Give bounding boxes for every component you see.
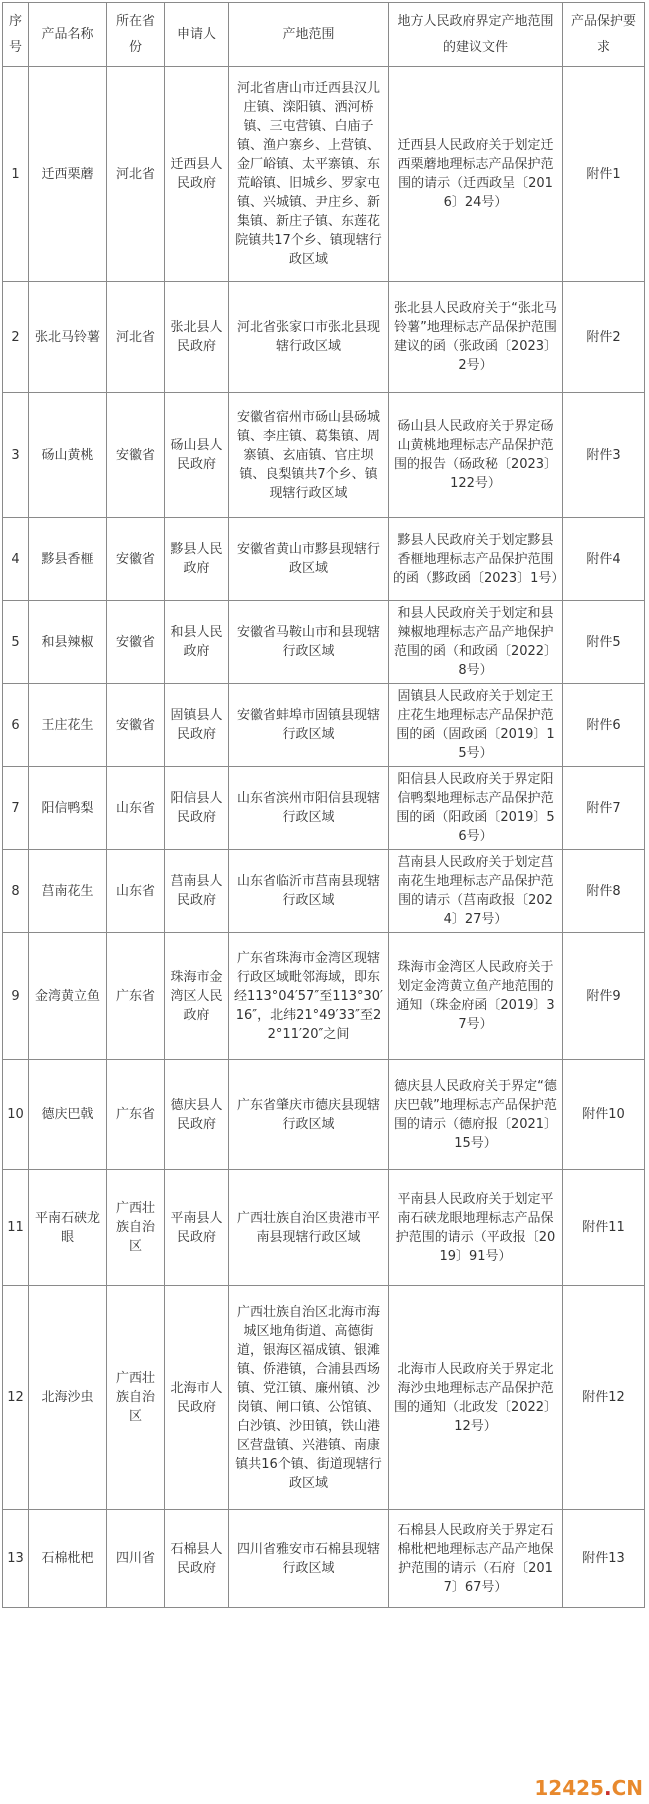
cell-no: 13	[3, 1510, 29, 1608]
cell-applicant: 砀山县人民政府	[165, 393, 229, 518]
cell-scope: 安徽省黄山市黟县现辖行政区域	[229, 518, 389, 601]
cell-product-name: 砀山黄桃	[29, 393, 107, 518]
header-doc: 地方人民政府界定产地范围的建议文件	[389, 3, 563, 67]
cell-scope: 广东省肇庆市德庆县现辖行政区域	[229, 1060, 389, 1170]
cell-no: 4	[3, 518, 29, 601]
cell-product-name: 平南石硖龙眼	[29, 1170, 107, 1286]
cell-applicant: 莒南县人民政府	[165, 850, 229, 933]
cell-product-name: 阳信鸭梨	[29, 767, 107, 850]
cell-province: 山东省	[107, 767, 165, 850]
cell-requirement-link[interactable]: 附件7	[563, 767, 645, 850]
cell-no: 1	[3, 67, 29, 282]
header-applicant: 申请人	[165, 3, 229, 67]
cell-applicant: 平南县人民政府	[165, 1170, 229, 1286]
cell-doc: 北海市人民政府关于界定北海沙虫地理标志产品保护范围的通知（北政发〔2022〕12号）	[389, 1286, 563, 1510]
cell-doc: 砀山县人民政府关于界定砀山黄桃地理标志产品保护范围的报告（砀政秘〔2023〕122号）	[389, 393, 563, 518]
cell-province: 河北省	[107, 67, 165, 282]
cell-requirement-link[interactable]: 附件8	[563, 850, 645, 933]
geo-indication-table	[2, 2, 645, 1608]
cell-doc: 迁西县人民政府关于划定迁西栗蘑地理标志产品保护范围的请示（迁西政呈〔2016〕24号）	[389, 67, 563, 282]
table-row	[3, 1286, 645, 1510]
cell-province: 广东省	[107, 933, 165, 1060]
cell-product-name: 莒南花生	[29, 850, 107, 933]
table-row	[3, 1170, 645, 1286]
cell-doc: 阳信县人民政府关于界定阳信鸭梨地理标志产品保护范围的函（阳政函〔2019〕56号）	[389, 767, 563, 850]
cell-doc: 张北县人民政府关于“张北马铃薯”地理标志产品保护范围建议的函（张政函〔2023〕2号）	[389, 282, 563, 393]
cell-doc: 德庆县人民政府关于界定“德庆巴戟”地理标志产品保护范围的请示（德府报〔2021〕15号）	[389, 1060, 563, 1170]
cell-scope: 广西壮族自治区北海市海城区地角街道、高德街道，银海区福成镇、银滩镇、侨港镇，合浦县西场镇、党江镇、廉州镇、沙岗镇、闸口镇、公馆镇、白沙镇、沙田镇，铁山港区营盘镇、兴港镇、南康镇共16个镇、街道现辖行政区域	[229, 1286, 389, 1510]
cell-province: 安徽省	[107, 601, 165, 684]
cell-province: 山东省	[107, 850, 165, 933]
cell-requirement-link[interactable]: 附件11	[563, 1170, 645, 1286]
cell-requirement-link[interactable]: 附件3	[563, 393, 645, 518]
cell-doc: 石棉县人民政府关于界定石棉枇杷地理标志产品产地保护范围的请示（石府〔2017〕67号）	[389, 1510, 563, 1608]
cell-applicant: 张北县人民政府	[165, 282, 229, 393]
cell-scope: 广东省珠海市金湾区现辖行政区域毗邻海域，即东经113°04′57″至113°30′16″，北纬21°49′33″至22°11′20″之间	[229, 933, 389, 1060]
cell-no: 10	[3, 1060, 29, 1170]
cell-scope: 安徽省蚌埠市固镇县现辖行政区域	[229, 684, 389, 767]
header-requirement: 产品保护要求	[563, 3, 645, 67]
cell-no: 8	[3, 850, 29, 933]
cell-scope: 河北省唐山市迁西县汉儿庄镇、滦阳镇、洒河桥镇、三屯营镇、白庙子镇、渔户寨乡、上营镇、金厂峪镇、太平寨镇、东荒峪镇、旧城乡、罗家屯镇、兴城镇、尹庄乡、新集镇、新庄子镇、东莲花院镇共17个乡、镇现辖行政区域	[229, 67, 389, 282]
cell-doc: 莒南县人民政府关于划定莒南花生地理标志产品保护范围的请示（莒南政报〔2024〕27号）	[389, 850, 563, 933]
cell-scope: 山东省滨州市阳信县现辖行政区域	[229, 767, 389, 850]
cell-doc: 珠海市金湾区人民政府关于划定金湾黄立鱼产地范围的通知（珠金府函〔2019〕37号）	[389, 933, 563, 1060]
table-row	[3, 601, 645, 684]
cell-no: 11	[3, 1170, 29, 1286]
cell-no: 2	[3, 282, 29, 393]
table-row	[3, 850, 645, 933]
watermark-main: 12425	[534, 1776, 604, 1800]
cell-province: 广西壮族自治区	[107, 1170, 165, 1286]
cell-no: 5	[3, 601, 29, 684]
cell-no: 12	[3, 1286, 29, 1510]
cell-scope: 安徽省宿州市砀山县砀城镇、李庄镇、葛集镇、周寨镇、玄庙镇、官庄坝镇、良梨镇共7个乡、镇现辖行政区域	[229, 393, 389, 518]
cell-scope: 广西壮族自治区贵港市平南县现辖行政区域	[229, 1170, 389, 1286]
cell-applicant: 黟县人民政府	[165, 518, 229, 601]
table-row	[3, 1510, 645, 1608]
cell-product-name: 王庄花生	[29, 684, 107, 767]
cell-doc: 和县人民政府关于划定和县辣椒地理标志产品产地保护范围的函（和政函〔2022〕8号）	[389, 601, 563, 684]
cell-requirement-link[interactable]: 附件12	[563, 1286, 645, 1510]
table-row	[3, 518, 645, 601]
cell-product-name: 黟县香榧	[29, 518, 107, 601]
cell-applicant: 迁西县人民政府	[165, 67, 229, 282]
cell-requirement-link[interactable]: 附件9	[563, 933, 645, 1060]
header-row	[3, 3, 645, 67]
cell-province: 四川省	[107, 1510, 165, 1608]
cell-requirement-link[interactable]: 附件6	[563, 684, 645, 767]
cell-product-name: 张北马铃薯	[29, 282, 107, 393]
header-scope: 产地范围	[229, 3, 389, 67]
cell-requirement-link[interactable]: 附件4	[563, 518, 645, 601]
cell-no: 6	[3, 684, 29, 767]
cell-applicant: 和县人民政府	[165, 601, 229, 684]
cell-province: 安徽省	[107, 518, 165, 601]
cell-requirement-link[interactable]: 附件1	[563, 67, 645, 282]
header-no: 序号	[3, 3, 29, 67]
header-province: 所在省份	[107, 3, 165, 67]
cell-province: 安徽省	[107, 393, 165, 518]
cell-applicant: 北海市人民政府	[165, 1286, 229, 1510]
cell-product-name: 和县辣椒	[29, 601, 107, 684]
cell-requirement-link[interactable]: 附件13	[563, 1510, 645, 1608]
cell-province: 安徽省	[107, 684, 165, 767]
cell-applicant: 珠海市金湾区人民政府	[165, 933, 229, 1060]
table-row	[3, 684, 645, 767]
cell-applicant: 德庆县人民政府	[165, 1060, 229, 1170]
cell-applicant: 石棉县人民政府	[165, 1510, 229, 1608]
header-product-name: 产品名称	[29, 3, 107, 67]
cell-province: 广东省	[107, 1060, 165, 1170]
cell-no: 3	[3, 393, 29, 518]
cell-doc: 平南县人民政府关于划定平南石硖龙眼地理标志产品保护范围的请示（平政报〔2019〕91号）	[389, 1170, 563, 1286]
watermark-dot: .	[603, 1776, 612, 1800]
cell-scope: 河北省张家口市张北县现辖行政区域	[229, 282, 389, 393]
cell-scope: 四川省雅安市石棉县现辖行政区域	[229, 1510, 389, 1608]
table-row	[3, 1060, 645, 1170]
cell-requirement-link[interactable]: 附件5	[563, 601, 645, 684]
cell-requirement-link[interactable]: 附件2	[563, 282, 645, 393]
cell-scope: 安徽省马鞍山市和县现辖行政区域	[229, 601, 389, 684]
table-row	[3, 393, 645, 518]
cell-product-name: 迁西栗蘑	[29, 67, 107, 282]
cell-no: 9	[3, 933, 29, 1060]
cell-scope: 山东省临沂市莒南县现辖行政区域	[229, 850, 389, 933]
watermark-suffix: CN	[611, 1776, 643, 1800]
site-watermark	[534, 1776, 643, 1800]
cell-applicant: 阳信县人民政府	[165, 767, 229, 850]
cell-product-name: 金湾黄立鱼	[29, 933, 107, 1060]
cell-requirement-link[interactable]: 附件10	[563, 1060, 645, 1170]
cell-applicant: 固镇县人民政府	[165, 684, 229, 767]
table-row	[3, 933, 645, 1060]
cell-no: 7	[3, 767, 29, 850]
cell-product-name: 北海沙虫	[29, 1286, 107, 1510]
table-row	[3, 282, 645, 393]
cell-doc: 固镇县人民政府关于划定王庄花生地理标志产品保护范围的函（固政函〔2019〕15号）	[389, 684, 563, 767]
cell-province: 广西壮族自治区	[107, 1286, 165, 1510]
table-row	[3, 767, 645, 850]
cell-province: 河北省	[107, 282, 165, 393]
cell-doc: 黟县人民政府关于划定黟县香榧地理标志产品保护范围的函（黟政函〔2023〕1号）	[389, 518, 563, 601]
table-row	[3, 67, 645, 282]
cell-product-name: 德庆巴戟	[29, 1060, 107, 1170]
cell-product-name: 石棉枇杷	[29, 1510, 107, 1608]
